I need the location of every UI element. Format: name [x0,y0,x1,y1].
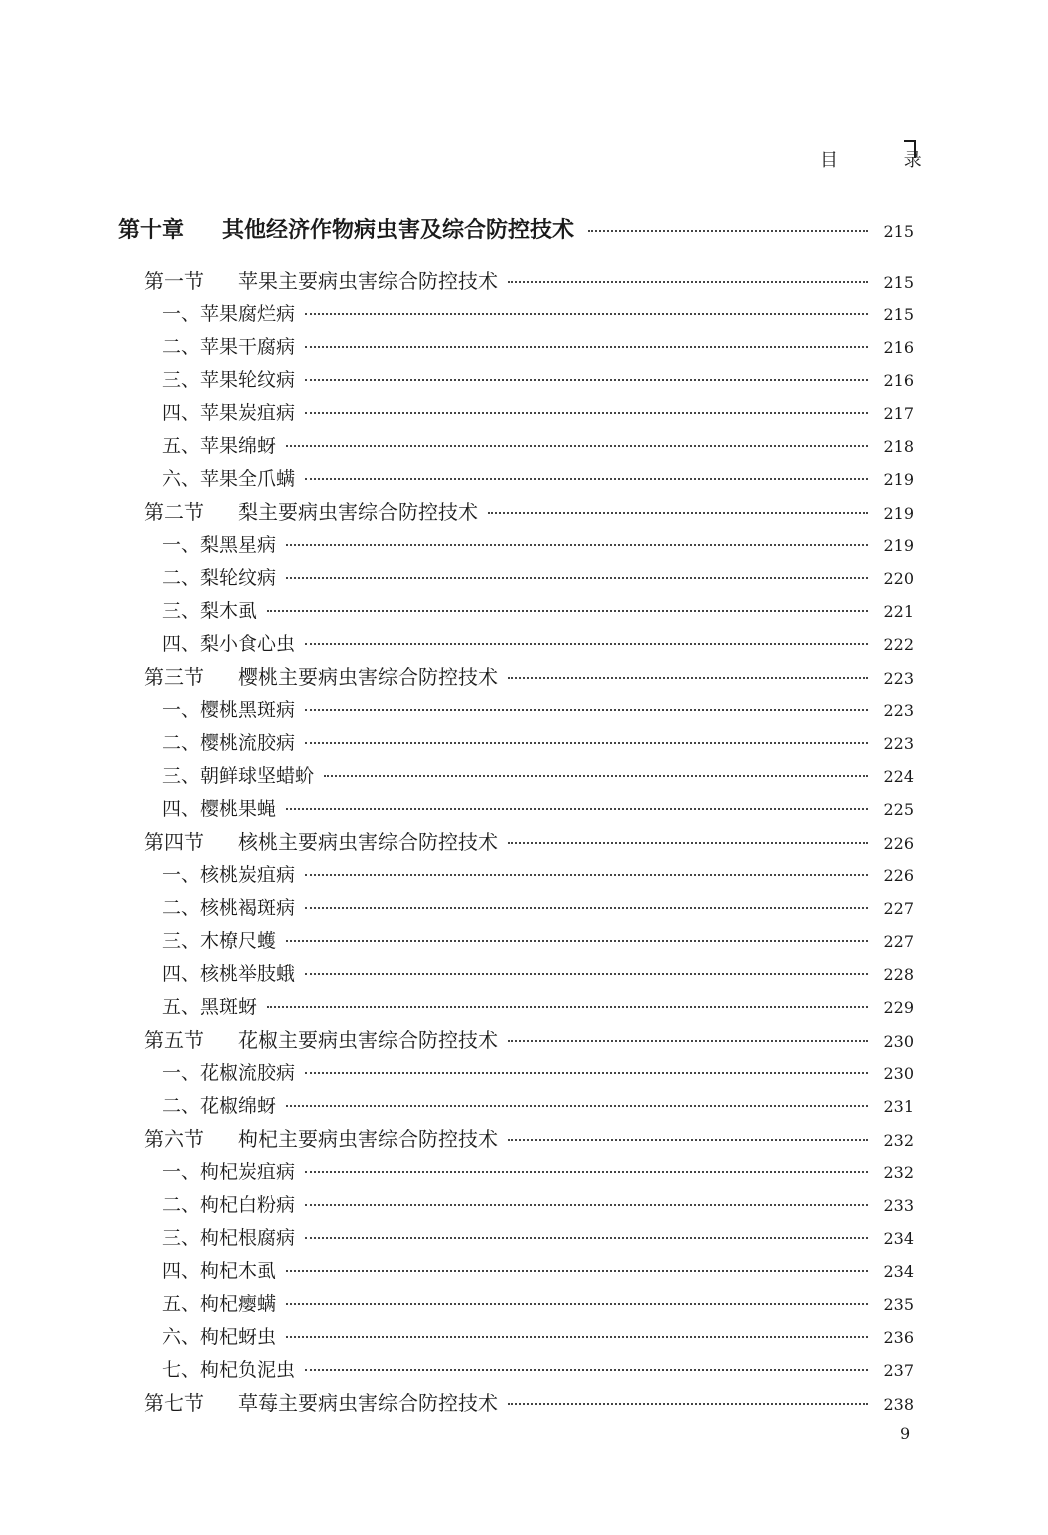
toc-entry-number: 第五节 [144,1028,204,1052]
toc-section-row [118,1123,914,1156]
toc-entry-title [144,1387,498,1420]
toc-item-row [118,364,914,397]
toc-entry-title [162,694,295,727]
toc-section-row [118,826,914,859]
toc-entry-title [162,1321,276,1354]
toc-entry-title [162,463,295,496]
dot-leader [305,346,868,348]
toc-entry-title [162,331,295,364]
dot-leader [508,677,868,679]
toc-entry-title [162,298,295,331]
toc-entry-text: 其他经济作物病虫害及综合防控技术 [222,217,575,243]
dot-leader [286,808,868,810]
toc-item-row [118,694,914,727]
toc-entry-title [162,397,295,430]
toc-entry-title [162,1090,276,1123]
toc-entry-title [144,826,498,859]
toc-entry-title [162,628,295,661]
toc-item-row [118,562,914,595]
toc-item-row [118,958,914,991]
toc-page-number: 223 [883,734,914,753]
toc-item-row [118,1057,914,1090]
dot-leader [305,907,868,909]
dot-leader [267,1006,868,1008]
toc-entry-text: 五、黑斑蚜 [162,996,258,1018]
toc-entry-title [144,1123,498,1156]
toc-page-number: 216 [883,371,914,390]
dot-leader [324,775,868,777]
toc-page-number: 230 [883,1064,914,1083]
dot-leader [305,1072,868,1074]
toc-item-row [118,892,914,925]
toc-entry-text: 樱桃主要病虫害综合防控技术 [238,665,498,689]
dot-leader [305,1369,868,1371]
toc-entry-text: 六、苹果全爪螨 [162,468,296,490]
toc-item-row [118,925,914,958]
toc-page-number: 215 [883,273,914,292]
dot-leader [286,577,868,579]
toc-entry-text: 六、枸杞蚜虫 [162,1326,277,1348]
dot-leader [286,544,868,546]
toc-entry-text: 四、枸杞木虱 [162,1260,277,1282]
dot-leader [305,1237,868,1239]
toc-page-number: 217 [883,404,914,423]
toc-entry-title [162,1057,295,1090]
toc-item-row [118,397,914,430]
toc-page-number: 235 [883,1295,914,1314]
dot-leader [488,512,868,514]
toc-entry-title [162,925,276,958]
toc-item-row [118,628,914,661]
toc-entry-title [162,1354,295,1387]
toc-item-row [118,1354,914,1387]
toc-entry-title [162,1288,276,1321]
toc-item-row [118,529,914,562]
dot-leader [286,1270,868,1272]
toc-entry-number: 第一节 [144,269,204,293]
toc-entry-text: 二、梨轮纹病 [162,567,277,589]
toc-entry-text: 二、枸杞白粉病 [162,1194,296,1216]
toc-item-row [118,1189,914,1222]
toc-section-row [118,265,914,298]
dot-leader [305,412,868,414]
dot-leader [588,230,868,232]
toc-page-number: 221 [883,602,914,621]
toc-entry-title [162,364,295,397]
dot-leader [508,1139,868,1141]
toc-page-number: 231 [883,1097,914,1116]
toc-page-number: 215 [883,222,914,241]
toc-entry-title [162,991,257,1024]
toc-page-number: 227 [883,899,914,918]
toc-section-row [118,1387,914,1420]
toc-entry-text: 三、梨木虱 [162,600,258,622]
toc-item-row [118,1156,914,1189]
toc-entry-text: 五、苹果绵蚜 [162,435,277,457]
toc-entry-text: 四、核桃举肢蛾 [162,963,296,985]
toc-page-number: 234 [883,1262,914,1281]
toc-item-row [118,727,914,760]
dot-leader [305,874,868,876]
toc-entry-title [162,727,295,760]
dot-leader [305,973,868,975]
toc-item-row [118,991,914,1024]
toc-page-number: 219 [883,536,914,555]
table-of-contents [118,212,914,1420]
toc-entry-title [162,1156,295,1189]
dot-leader [267,610,868,612]
toc-entry-text: 一、梨黑星病 [162,534,277,556]
toc-entry-text: 一、樱桃黑斑病 [162,699,296,721]
toc-page-number: 237 [883,1361,914,1380]
toc-entry-text: 草莓主要病虫害综合防控技术 [238,1391,498,1415]
toc-entry-title [162,859,295,892]
toc-entry-text: 一、苹果腐烂病 [162,303,296,325]
toc-entry-title [162,958,295,991]
toc-item-row [118,1255,914,1288]
toc-entry-text: 二、樱桃流胶病 [162,732,296,754]
toc-page-number: 232 [883,1131,914,1150]
dot-leader [508,1040,868,1042]
toc-item-row [118,331,914,364]
toc-page-number: 236 [883,1328,914,1347]
toc-entry-title [144,1024,498,1057]
running-header [812,140,952,180]
dot-leader [286,445,868,447]
dot-leader [305,709,868,711]
toc-page-number: 233 [883,1196,914,1215]
toc-page-number: 219 [883,470,914,489]
dot-leader [305,643,868,645]
header-title: 目 录 [820,150,952,171]
dot-leader [305,1204,868,1206]
toc-page-number: 226 [883,834,914,853]
toc-page-number: 218 [883,437,914,456]
toc-entry-title [162,1255,276,1288]
toc-entry-title [162,760,314,793]
toc-page-number: 238 [883,1395,914,1414]
toc-item-row [118,1222,914,1255]
toc-item-row [118,595,914,628]
toc-item-row [118,1090,914,1123]
toc-entry-text: 三、枸杞根腐病 [162,1227,296,1249]
toc-section-row [118,661,914,694]
toc-entry-text: 枸杞主要病虫害综合防控技术 [238,1127,498,1151]
toc-page-number: 232 [883,1163,914,1182]
toc-entry-title [162,793,276,826]
toc-page-number: 219 [883,504,914,523]
toc-page-number: 226 [883,866,914,885]
header-corner-mark [904,140,916,158]
dot-leader [508,281,868,283]
toc-entry-text: 三、木橑尺蠖 [162,930,277,952]
toc-item-row [118,430,914,463]
toc-entry-title [162,430,276,463]
toc-page-number: 216 [883,338,914,357]
toc-entry-text: 二、苹果干腐病 [162,336,296,358]
toc-item-row [118,1321,914,1354]
dot-leader [286,940,868,942]
toc-page-number: 222 [883,635,914,654]
toc-entry-title [144,265,498,298]
dot-leader [305,313,868,315]
toc-entry-title [162,595,257,628]
toc-entry-number: 第三节 [144,665,204,689]
toc-entry-text: 四、苹果炭疽病 [162,402,296,424]
toc-entry-title [118,212,574,248]
toc-section-row [118,496,914,529]
toc-item-row [118,1288,914,1321]
toc-entry-title [162,1189,295,1222]
page-number: 9 [900,1424,911,1443]
toc-entry-text: 三、朝鲜球坚蜡蚧 [162,765,315,787]
toc-page-number: 223 [883,701,914,720]
toc-entry-text: 核桃主要病虫害综合防控技术 [238,830,498,854]
toc-entry-title [162,529,276,562]
toc-entry-title [162,1222,295,1255]
toc-entry-text: 四、樱桃果蝇 [162,798,277,820]
toc-entry-text: 四、梨小食心虫 [162,633,296,655]
toc-section-row [118,1024,914,1057]
toc-page-number: 234 [883,1229,914,1248]
toc-entry-text: 二、花椒绵蚜 [162,1095,277,1117]
dot-leader [286,1105,868,1107]
toc-item-row [118,859,914,892]
dot-leader [508,1403,868,1405]
toc-entry-number: 第四节 [144,830,204,854]
toc-entry-number: 第二节 [144,500,204,524]
toc-page-number: 230 [883,1032,914,1051]
toc-item-row [118,760,914,793]
toc-entry-number: 第六节 [144,1127,204,1151]
dot-leader [286,1303,868,1305]
toc-page-number: 225 [883,800,914,819]
toc-chapter-row [118,212,914,248]
dot-leader [305,742,868,744]
toc-item-row [118,298,914,331]
toc-entry-title [144,496,478,529]
toc-entry-text: 三、苹果轮纹病 [162,369,296,391]
toc-page-number: 224 [883,767,914,786]
dot-leader [305,478,868,480]
toc-page-number: 228 [883,965,914,984]
toc-entry-number: 第七节 [144,1391,204,1415]
dot-leader [508,842,868,844]
toc-page-number: 227 [883,932,914,951]
toc-item-row [118,463,914,496]
toc-page-number: 220 [883,569,914,588]
toc-entry-number: 第十章 [118,217,185,243]
toc-entry-text: 一、核桃炭疽病 [162,864,296,886]
toc-item-row [118,793,914,826]
toc-entry-text: 苹果主要病虫害综合防控技术 [238,269,498,293]
toc-entry-text: 二、核桃褐斑病 [162,897,296,919]
toc-entry-text: 一、枸杞炭疽病 [162,1161,296,1183]
toc-entry-text: 七、枸杞负泥虫 [162,1359,296,1381]
toc-entry-text: 五、枸杞瘿螨 [162,1293,277,1315]
toc-entry-title [144,661,498,694]
toc-entry-text: 花椒主要病虫害综合防控技术 [238,1028,498,1052]
toc-entry-text: 梨主要病虫害综合防控技术 [238,500,478,524]
toc-page-number: 223 [883,669,914,688]
toc-page-number: 229 [883,998,914,1017]
toc-entry-title [162,562,276,595]
toc-page-number: 215 [883,305,914,324]
dot-leader [286,1336,868,1338]
dot-leader [305,1171,868,1173]
toc-entry-text: 一、花椒流胶病 [162,1062,296,1084]
toc-entry-title [162,892,295,925]
dot-leader [305,379,868,381]
